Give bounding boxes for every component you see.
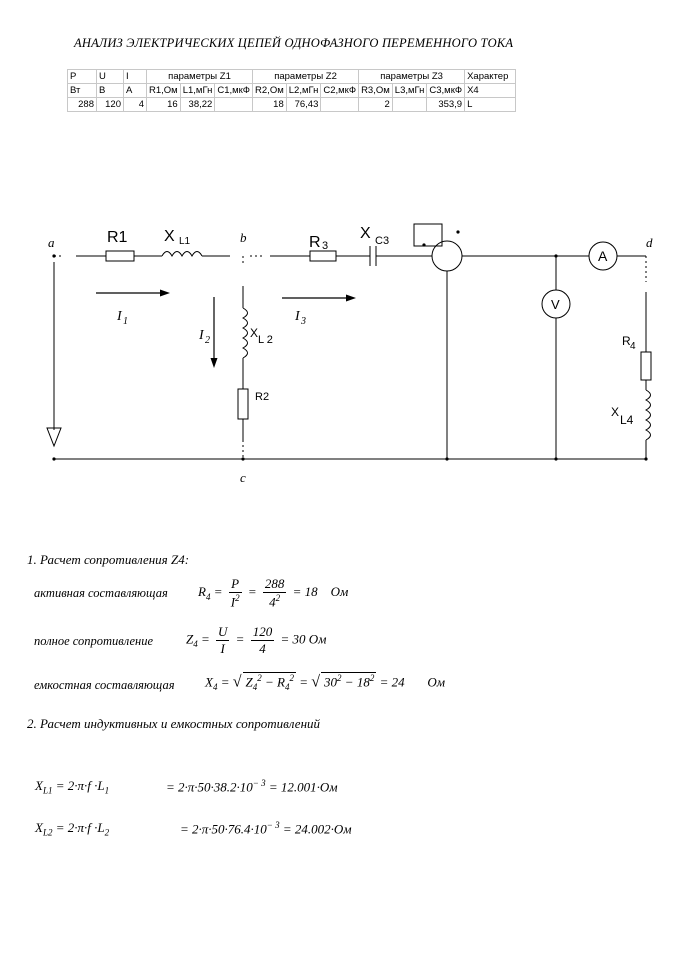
node-dot-voltmeter-top [554, 254, 557, 257]
formula-xl2-calc [180, 820, 352, 837]
resistor-r4 [641, 352, 651, 380]
label-i1-sub: 1 [123, 316, 128, 327]
formula-z4-result: = 30 Ом [280, 631, 327, 647]
label-r3: R [309, 234, 321, 251]
formula-xl2-lhs-sub: L2 [42, 827, 53, 838]
fraction-num: P [229, 576, 242, 593]
table-header-cell: P [68, 70, 97, 84]
label-xl2-sub: L 2 [258, 334, 273, 346]
formula-xl1-result: = 12.001·Ом [268, 779, 338, 795]
node-dot-bottom-left [52, 457, 55, 460]
table-unit-cell: C1,мкФ [215, 84, 253, 98]
label-xl1-sub: L1 [179, 236, 191, 247]
label-i2: I [199, 328, 204, 343]
sqrt-z-sup: 2 [257, 673, 262, 683]
table-header-cell: параметры Z1 [147, 70, 253, 84]
node-label-c: c [240, 470, 246, 485]
node-dot-wattmeter [445, 457, 448, 460]
table-unit-cell: R3,Ом [359, 84, 393, 98]
wattmeter-star-dot-1 [422, 243, 425, 246]
table-value-cell: 76,43 [286, 98, 321, 112]
section-2-heading: 2. Расчет индуктивных и емкостных сопротивлений [27, 716, 321, 731]
table-value-cell: 288 [68, 98, 97, 112]
resistor-r2 [238, 389, 248, 419]
fraction-den-sup: 2 [235, 593, 240, 603]
table-unit-cell: Вт [68, 84, 97, 98]
sqrt-r-sup: 2 [289, 673, 294, 683]
fraction-num: 120 [252, 624, 273, 639]
table-header-cell: параметры Z2 [253, 70, 359, 84]
sqrt-n2-sup: 2 [369, 673, 375, 683]
formula-r4-unit: Ом [330, 584, 349, 600]
resistor-r3 [310, 251, 336, 261]
arrow-i2-head [211, 358, 218, 368]
table-value-cell: 353,9 [427, 98, 465, 112]
sqrt-z: Z [245, 674, 253, 690]
formula-xl2-result: = 24.002·Ом [282, 821, 352, 837]
node-dot-a [52, 254, 55, 257]
document-title: АНАЛИЗ ЭЛЕКТРИЧЕСКИХ ЦЕПЕЙ ОДНОФАЗНОГО ПЕРЕМЕННОГО ТОКА [74, 36, 514, 50]
formula-x4-lhs-sub: 4 [212, 681, 218, 692]
sqrt-sign-icon: √ [311, 673, 321, 691]
label-r2: R2 [255, 391, 270, 403]
label-i3: I [295, 309, 300, 324]
formula-r4-lhs-sub: 4 [205, 591, 211, 602]
fraction-num: U [218, 624, 228, 639]
label-xl1: X [164, 228, 175, 245]
formula-xl1-exp: − 3 [252, 778, 266, 788]
formula-xl2-expr-sub: 2 [104, 827, 110, 838]
label-i2-sub: 2 [205, 335, 210, 346]
formula-r4-lhs: R [198, 584, 206, 600]
sqrt-numeric: $30^2 - 18^2$ [321, 672, 376, 690]
table-unit-cell: L3,мГн [392, 84, 427, 98]
label-r4: R [622, 334, 631, 348]
wattmeter-star-dot-2 [456, 230, 459, 233]
formula-xl1-calc-body: = 2·π·50·38.2·10 [166, 779, 253, 795]
label-r4-sub: 4 [630, 341, 636, 352]
fraction-den-sup: 2 [275, 593, 281, 603]
arrow-i3-head [346, 295, 356, 302]
arrow-i1-head [160, 290, 170, 297]
formula-x4-result: = 24 [379, 674, 405, 690]
wattmeter-circle [432, 241, 462, 271]
label-i1: I [117, 309, 122, 324]
table-value-cell: 38,22 [180, 98, 215, 112]
formula-xl1-lhs-sub: L1 [42, 785, 53, 796]
section-1-heading: 1. Расчет сопротивления Z4: [27, 552, 190, 567]
active-component-label: активная составляющая [34, 586, 168, 600]
table-header-cell: U [97, 70, 124, 84]
formula-r4: $R_4$ = $\frac{P}{I^2}$ = $\frac{288}{4^2}$ = 18 Ом [198, 576, 349, 610]
sqrt-n1-sup: 2 [337, 673, 342, 683]
table-header-cell: I [124, 70, 147, 84]
formula-z4-lhs: Z [186, 631, 194, 647]
fraction-120-over-4 [251, 624, 275, 657]
table-unit-cell: А [124, 84, 147, 98]
sqrt-z-sub: 4 [252, 681, 258, 692]
sqrt-z-minus-r: $Z_4^2 - R_4^2$ [243, 672, 296, 692]
formula-x4: $X_4$ = √ $Z_4^2 - R_4^2$ = √ $30^2 - 18^2 = 24$ Ом [205, 673, 446, 692]
label-xl2: X [250, 326, 259, 340]
fraction-num: 288 [264, 576, 285, 591]
fraction-den-base: 4 [269, 594, 276, 610]
table-unit-cell: X4 [465, 84, 516, 98]
formula-xl2-exp: − 3 [266, 820, 280, 830]
label-xl4: X [611, 405, 620, 419]
table-unit-cell: L1,мГн [180, 84, 215, 98]
table-unit-cell: C3,мкФ [427, 84, 465, 98]
node-label-d: d [646, 235, 653, 250]
fraction-den [229, 593, 242, 610]
table-header-cell: параметры Z3 [359, 70, 465, 84]
fraction-den [263, 593, 287, 610]
sqrt-n1: 30 [324, 674, 338, 690]
fraction-u-over-i [216, 624, 229, 657]
formula-xl1-expr: = 2·π·f ·L [55, 778, 105, 793]
sqrt-r: R [277, 674, 285, 690]
inductor-xl4 [646, 390, 651, 440]
table-value-cell: 4 [124, 98, 147, 112]
sqrt-n2: 18 [356, 674, 370, 690]
full-impedance-label: полное сопротивление [34, 634, 154, 648]
fraction-p-over-i2 [229, 576, 242, 610]
fraction-den: 4 [259, 641, 266, 656]
table-value-cell: L [465, 98, 516, 112]
formula-xl2 [35, 820, 109, 838]
inductor-xl2 [243, 308, 248, 358]
table-value-cell: 2 [359, 98, 393, 112]
formula-xl2-lhs: X [35, 820, 43, 835]
table-unit-cell: В [97, 84, 124, 98]
label-ammeter: A [598, 248, 608, 264]
formula-z4-lhs-sub: 4 [193, 639, 198, 650]
node-dot-voltmeter-bottom [554, 457, 557, 460]
sqrt-r-sub: 4 [284, 681, 290, 692]
resistor-r1 [106, 251, 134, 261]
fraction-den-base: I [230, 594, 236, 610]
formula-x4-unit: Ом [427, 674, 446, 690]
table-unit-cell: C2,мкФ [321, 84, 359, 98]
label-xl4-sub: L4 [620, 413, 634, 427]
formula-xl1-calc [166, 778, 338, 795]
inductor-xl1 [162, 252, 202, 257]
label-i3-sub: 3 [301, 316, 306, 327]
formula-xl2-calc-body: = 2·π·50·76.4·10 [180, 821, 267, 837]
table-unit-cell: R1,Ом [147, 84, 181, 98]
node-dot-bottom-right [644, 457, 647, 460]
formula-x4-lhs: X [205, 674, 213, 690]
formula-xl1-lhs: X [35, 778, 43, 793]
sqrt-sign-icon: √ [232, 673, 242, 691]
table-header-cell: Характер [465, 70, 516, 84]
label-voltmeter: V [551, 297, 560, 312]
label-r3-sub: 3 [322, 240, 329, 252]
label-xc3-sub: C3 [375, 235, 390, 247]
formula-xl2-expr: = 2·π·f ·L [55, 820, 105, 835]
fraction-288-over-16 [263, 576, 287, 610]
formula-r4-result: = 18 [292, 584, 318, 600]
node-label-a: a [48, 235, 55, 250]
table-value-cell: 120 [97, 98, 124, 112]
node-label-b: b [240, 230, 247, 245]
source-voltage-arrow [47, 428, 61, 446]
wattmeter-coil-box [414, 224, 442, 246]
table-unit-cell: R2,Ом [253, 84, 287, 98]
table-value-cell: 16 [147, 98, 181, 112]
formula-z4: $Z_4$ = $\frac{U}{I}$ = $\frac{120}{4}$ = 30 Ом [186, 624, 327, 656]
label-r1: R1 [107, 229, 128, 246]
node-dot-c [241, 457, 244, 460]
formula-xl1 [35, 778, 109, 796]
formula-xl1-expr-sub: 1 [104, 785, 110, 796]
capacitive-component-label: емкостная составляющая [34, 678, 175, 692]
label-xc3: X [360, 225, 371, 242]
fraction-den: I [220, 641, 225, 656]
table-value-cell: 18 [253, 98, 287, 112]
table-unit-cell: L2,мГн [286, 84, 321, 98]
